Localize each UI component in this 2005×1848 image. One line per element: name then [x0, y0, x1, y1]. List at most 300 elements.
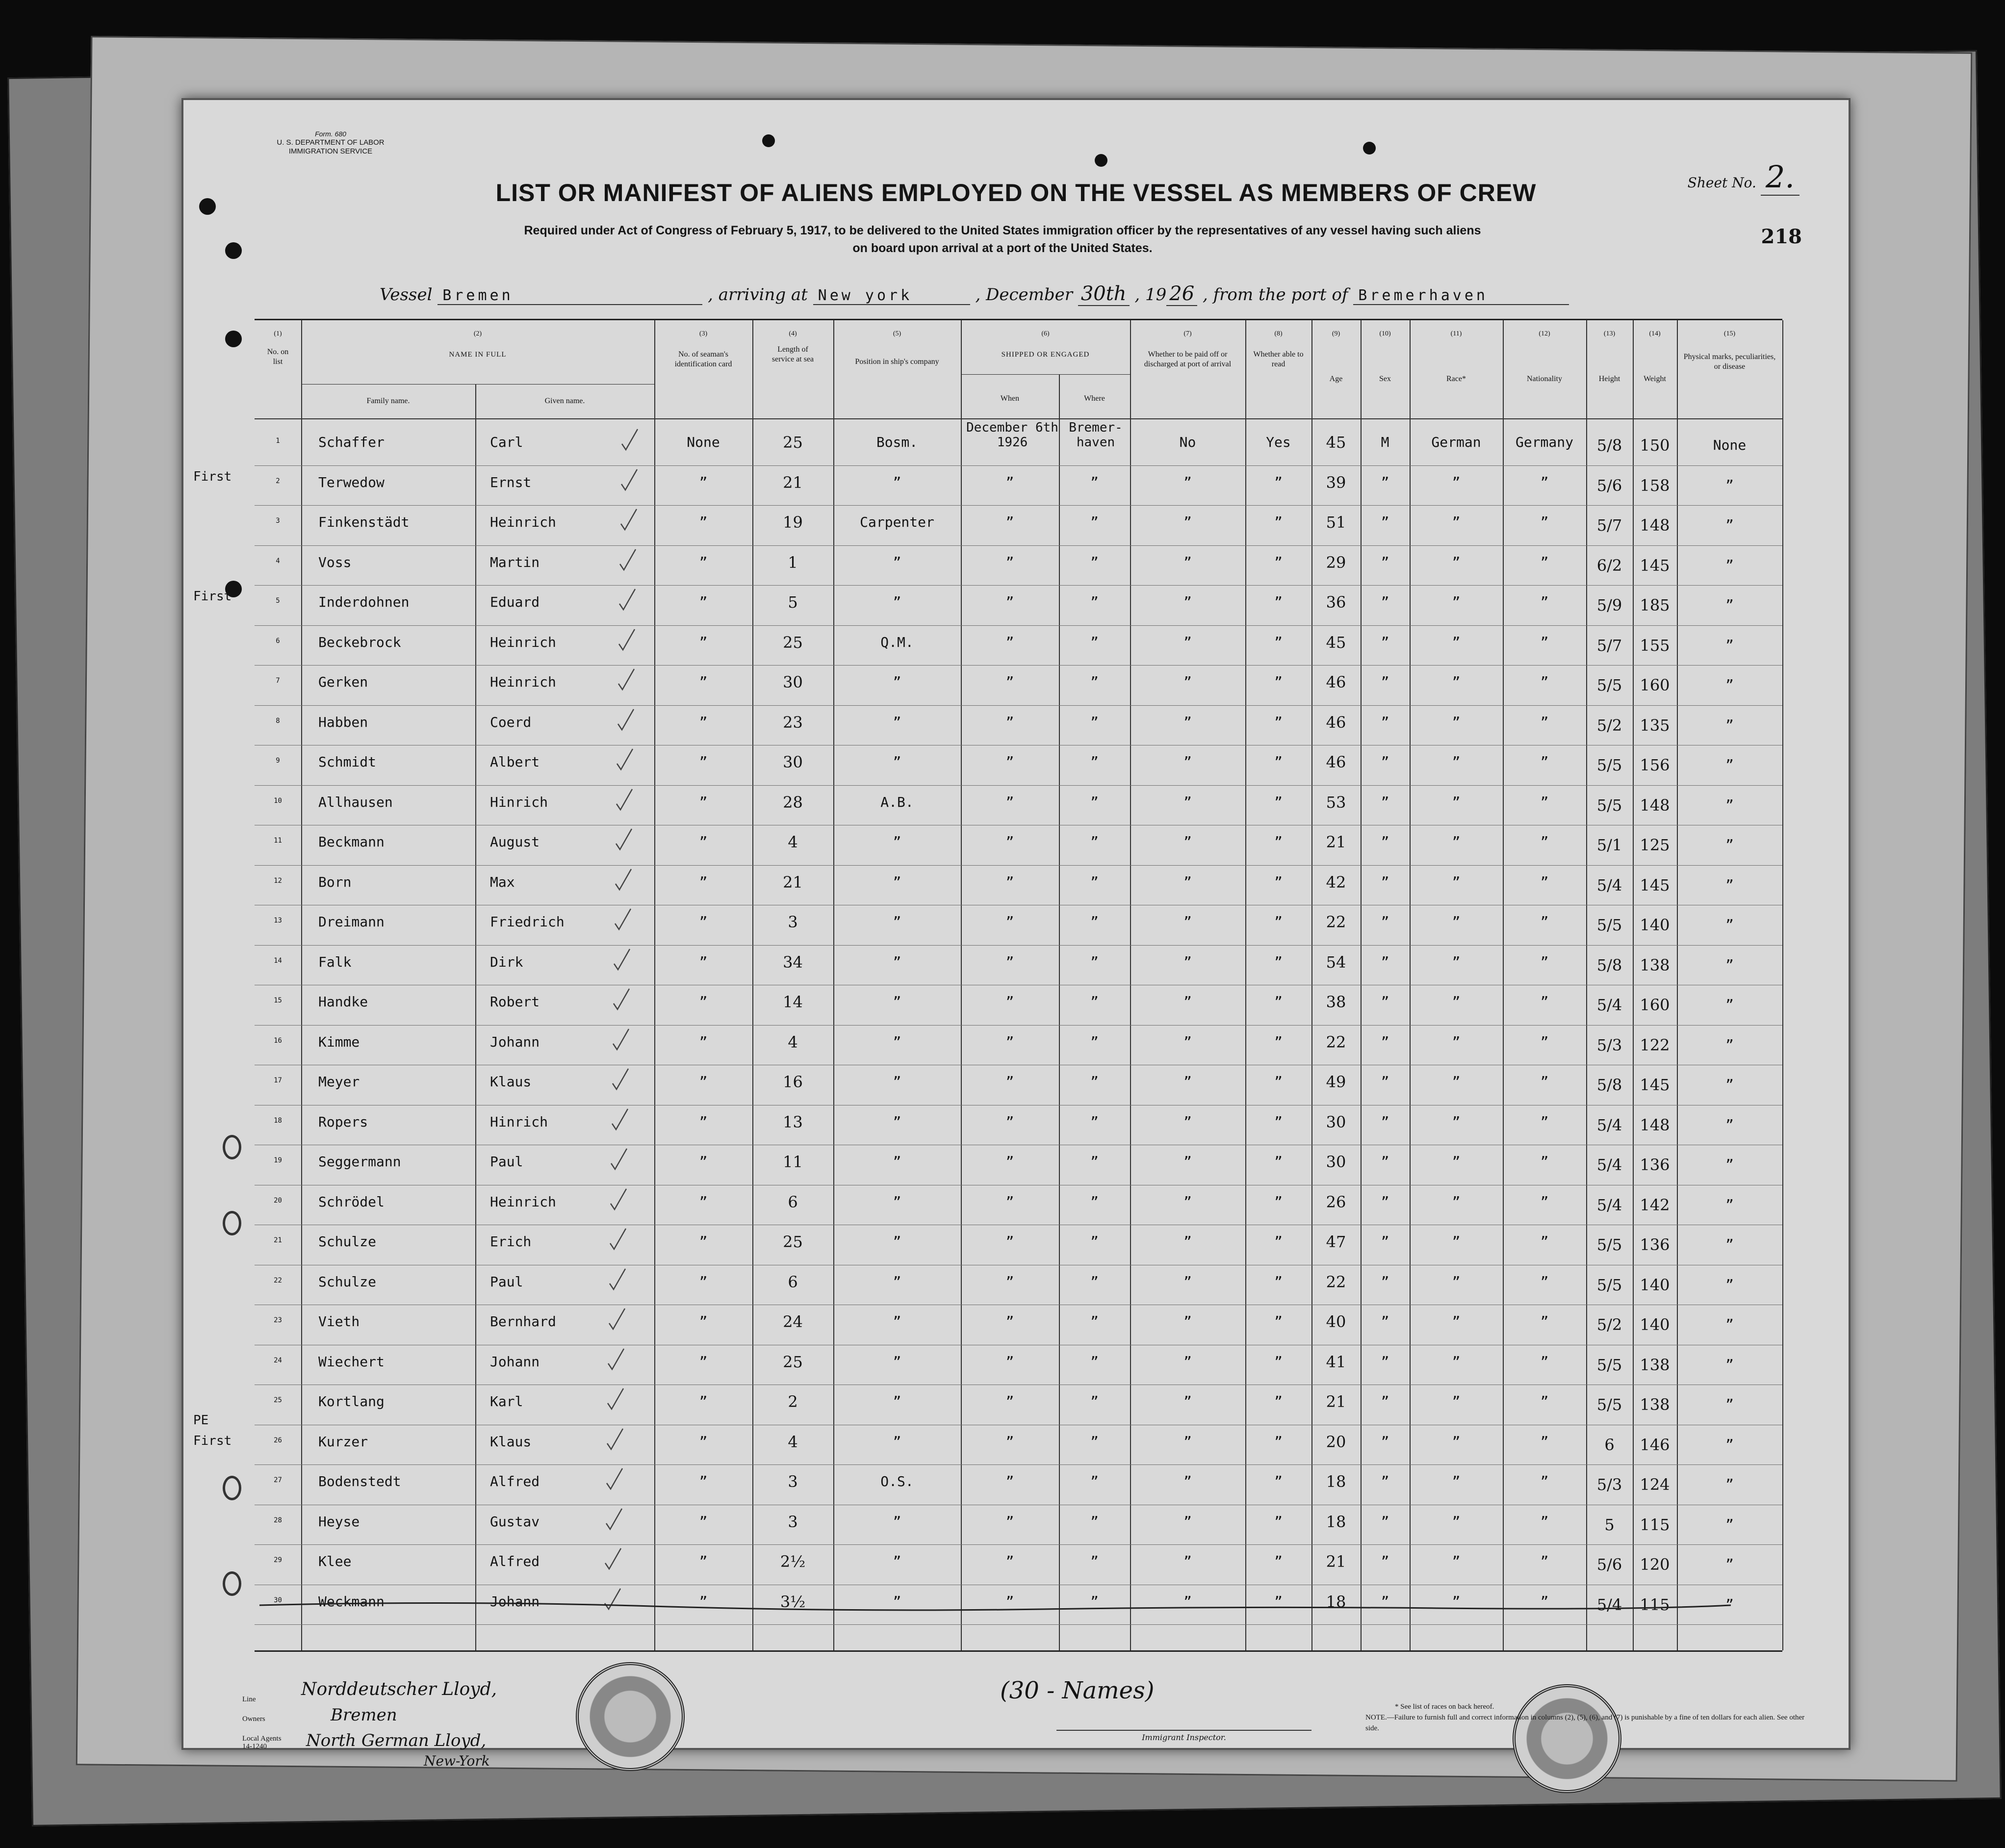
- family-name: Wiechert: [318, 1353, 385, 1370]
- shipped-where: ”: [1090, 1513, 1099, 1530]
- physical-marks: ”: [1725, 1077, 1734, 1093]
- height: 5/5: [1596, 676, 1622, 694]
- column-header: Whether to be paid off or discharged at port of arrival: [1144, 350, 1232, 368]
- column-header: Race*: [1446, 375, 1466, 383]
- family-name: Habben: [318, 714, 368, 730]
- shipped-where: ”: [1090, 714, 1099, 730]
- sex: ”: [1381, 1433, 1389, 1450]
- footer-notes: [1365, 1701, 1807, 1734]
- service-length: 3½: [780, 1592, 806, 1611]
- physical-marks: ”: [1725, 1316, 1734, 1333]
- height: 5: [1604, 1515, 1615, 1534]
- sheet-number-value: 2.: [1761, 159, 1799, 196]
- ship-position: ”: [893, 953, 901, 970]
- race: ”: [1452, 1313, 1461, 1330]
- ship-position: ”: [893, 1593, 901, 1610]
- punch-hole: [1363, 142, 1376, 154]
- check-mark: [608, 1227, 623, 1249]
- nationality: ”: [1540, 514, 1549, 530]
- weight: 140: [1640, 916, 1670, 934]
- seaman-card: ”: [699, 953, 708, 970]
- column-header: Physical marks, peculiarities, or disease: [1683, 353, 1776, 371]
- race: ”: [1452, 594, 1461, 610]
- physical-marks: ”: [1725, 1396, 1734, 1412]
- service-length: 2: [788, 1392, 798, 1411]
- shipped-when: ”: [1005, 1233, 1014, 1250]
- check-mark: [613, 907, 628, 929]
- sheet-number: [1688, 159, 1799, 195]
- seaman-card: ”: [699, 1593, 708, 1610]
- race: ”: [1452, 674, 1461, 690]
- row-number: 20: [274, 1196, 282, 1205]
- sex: ”: [1381, 994, 1389, 1010]
- weight: 136: [1640, 1155, 1670, 1174]
- height: 5/2: [1596, 716, 1622, 735]
- family-name: Bodenstedt: [318, 1473, 401, 1489]
- service-length: 5: [788, 593, 798, 612]
- race: ”: [1452, 914, 1461, 930]
- seaman-card: ”: [699, 674, 708, 690]
- sex: ”: [1381, 594, 1389, 610]
- check-mark: [614, 867, 628, 890]
- race-note: * See list of races on back hereof.: [1395, 1703, 1494, 1711]
- family-name: Born: [318, 873, 352, 890]
- physical-marks: ”: [1725, 517, 1734, 533]
- column-header: Age: [1329, 375, 1343, 383]
- physical-marks: ”: [1725, 1356, 1734, 1373]
- column-number: (3): [699, 330, 708, 337]
- row-rule: [255, 625, 1782, 626]
- paid-off: ”: [1183, 514, 1192, 530]
- column-header: NAME IN FULL: [449, 351, 507, 359]
- shipped-when: ”: [1005, 594, 1014, 610]
- row-rule: [255, 945, 1782, 946]
- shipped-when: ”: [1005, 714, 1014, 730]
- given-name: Max: [490, 873, 515, 890]
- shipped-where: ”: [1090, 914, 1099, 930]
- race: ”: [1452, 1513, 1461, 1530]
- form-code: 14-1240: [242, 1743, 267, 1750]
- row-rule: [255, 865, 1782, 866]
- able-to-read: ”: [1274, 474, 1283, 490]
- paid-off: ”: [1183, 1273, 1192, 1290]
- able-to-read: ”: [1274, 1593, 1283, 1610]
- given-name: Dirk: [490, 953, 523, 970]
- paid-off: ”: [1183, 1593, 1192, 1610]
- height: 5/5: [1596, 1235, 1622, 1254]
- weight: 138: [1640, 1395, 1670, 1414]
- able-to-read: ”: [1274, 994, 1283, 1010]
- paid-off: ”: [1183, 873, 1192, 890]
- race: ”: [1452, 1273, 1461, 1290]
- age: 18: [1326, 1592, 1346, 1611]
- shipped-when: ”: [1005, 634, 1014, 650]
- shipped-when: ”: [1005, 994, 1014, 1010]
- row-number: 13: [274, 917, 282, 924]
- able-to-read: ”: [1274, 1074, 1283, 1090]
- check-mark: [605, 1427, 620, 1449]
- family-name: Ropers: [318, 1113, 368, 1130]
- service-length: 21: [783, 473, 803, 492]
- family-name: Inderdohnen: [318, 594, 410, 610]
- shipped-when: ”: [1005, 1353, 1014, 1370]
- nationality: ”: [1540, 1193, 1549, 1210]
- height: 5/8: [1596, 955, 1622, 975]
- able-to-read: ”: [1274, 1154, 1283, 1170]
- seaman-card: ”: [699, 1273, 708, 1290]
- shipped-when: ”: [1005, 1593, 1014, 1610]
- height: 5/3: [1596, 1035, 1622, 1054]
- names-count: (30 - Names): [1000, 1677, 1155, 1704]
- column-number: (6): [1041, 330, 1050, 337]
- able-to-read: ”: [1274, 554, 1283, 570]
- row-rule: [255, 505, 1782, 506]
- race: ”: [1452, 794, 1461, 810]
- margin-note: First: [193, 469, 232, 484]
- seaman-card: ”: [699, 1074, 708, 1090]
- height: 5/4: [1596, 1155, 1622, 1174]
- ship-position: ”: [893, 714, 901, 730]
- height: 5/8: [1596, 436, 1622, 455]
- age: 39: [1326, 473, 1346, 492]
- paid-off: ”: [1183, 1433, 1192, 1450]
- nationality: ”: [1540, 1313, 1549, 1330]
- seaman-card: ”: [699, 1233, 708, 1250]
- check-mark: [610, 1107, 625, 1129]
- physical-marks: ”: [1725, 477, 1734, 493]
- row-number: 24: [274, 1356, 282, 1364]
- physical-marks: ”: [1725, 876, 1734, 893]
- sex: ”: [1381, 1353, 1389, 1370]
- race: ”: [1452, 1193, 1461, 1210]
- punch-ring: [223, 1211, 241, 1235]
- physical-marks: ”: [1725, 917, 1734, 933]
- given-name: Karl: [490, 1393, 523, 1410]
- ship-position: ”: [893, 1553, 901, 1569]
- seaman-card: ”: [699, 1513, 708, 1530]
- nationality: ”: [1540, 714, 1549, 730]
- weight: 142: [1640, 1195, 1670, 1214]
- ship-position: ”: [893, 1513, 901, 1530]
- shipped-where: ”: [1090, 514, 1099, 530]
- paid-off: ”: [1183, 1113, 1192, 1130]
- paid-off: ”: [1183, 953, 1192, 970]
- given-name: Johann: [490, 1353, 540, 1370]
- page-title: LIST OR MANIFEST OF ALIENS EMPLOYED ON THE VESSEL AS MEMBERS OF CREW: [495, 179, 1537, 206]
- nationality: ”: [1540, 754, 1549, 770]
- shipped-where: ”: [1090, 794, 1099, 810]
- physical-marks: ”: [1725, 677, 1734, 693]
- sex: ”: [1381, 1513, 1389, 1530]
- shipped-when: December 6th 1926: [966, 420, 1058, 450]
- row-number: 8: [276, 717, 280, 725]
- vessel-name: Bremen: [437, 287, 702, 305]
- row-rule: [255, 465, 1782, 466]
- row-number: 5: [276, 597, 280, 605]
- service-length: 25: [783, 1232, 803, 1251]
- nationality: ”: [1540, 674, 1549, 690]
- row-number: 29: [274, 1556, 282, 1564]
- family-name: Vieth: [318, 1313, 360, 1330]
- sex: ”: [1381, 1313, 1389, 1330]
- age: 38: [1326, 993, 1346, 1011]
- margin-note: PE: [193, 1413, 209, 1428]
- seaman-card: ”: [699, 714, 708, 730]
- physical-marks: ”: [1725, 1596, 1734, 1613]
- given-name: August: [490, 834, 540, 850]
- paid-off: ”: [1183, 1233, 1192, 1250]
- seaman-card: ”: [699, 873, 708, 890]
- column-number: (15): [1723, 330, 1736, 337]
- margin-note: First: [193, 589, 232, 604]
- sex: ”: [1381, 1593, 1389, 1610]
- check-mark: [611, 1027, 626, 1050]
- check-mark: [611, 1067, 625, 1089]
- nationality: ”: [1540, 1113, 1549, 1130]
- ship-position: ”: [893, 474, 901, 490]
- shipped-when: ”: [1005, 674, 1014, 690]
- physical-marks: ”: [1725, 717, 1734, 733]
- shipped-when: ”: [1005, 474, 1014, 490]
- row-number: 23: [274, 1316, 282, 1324]
- departure-port: Bremerhaven: [1353, 287, 1569, 305]
- age: 30: [1326, 1112, 1346, 1131]
- column-header: Family name.: [366, 397, 410, 405]
- seaman-card: ”: [699, 554, 708, 570]
- nationality: ”: [1540, 994, 1549, 1010]
- weight: 158: [1640, 476, 1670, 495]
- sex: ”: [1381, 794, 1389, 810]
- service-length: 34: [783, 952, 803, 972]
- age: 54: [1326, 952, 1346, 972]
- seaman-card: ”: [699, 514, 708, 530]
- family-name: Beckmann: [318, 834, 385, 850]
- seaman-card: ”: [699, 1033, 708, 1050]
- height: 5/2: [1596, 1315, 1622, 1334]
- physical-marks: None: [1713, 437, 1747, 453]
- ship-position: O.S.: [880, 1473, 914, 1489]
- row-number: 26: [274, 1436, 282, 1444]
- shipped-when: ”: [1005, 1113, 1014, 1130]
- height: 5/5: [1596, 756, 1622, 774]
- shipped-when: ”: [1005, 914, 1014, 930]
- paid-off: ”: [1183, 594, 1192, 610]
- age: 26: [1326, 1192, 1346, 1211]
- nationality: ”: [1540, 1033, 1549, 1050]
- check-mark: [606, 1347, 621, 1369]
- shipped-where: ”: [1090, 1553, 1099, 1569]
- margin-note: First: [193, 1433, 232, 1448]
- agents-city: New-York: [424, 1753, 490, 1769]
- sex: ”: [1381, 514, 1389, 530]
- seaman-card: ”: [699, 1433, 708, 1450]
- column-number: (5): [893, 330, 901, 337]
- service-length: 4: [788, 833, 798, 851]
- sex: ”: [1381, 714, 1389, 730]
- owners-value: Bremen: [331, 1705, 397, 1725]
- weight: 150: [1640, 436, 1670, 455]
- row-rule: [255, 1544, 1782, 1545]
- age: 20: [1326, 1432, 1346, 1451]
- physical-marks: ”: [1725, 997, 1734, 1013]
- able-to-read: ”: [1274, 1513, 1283, 1530]
- check-mark: [617, 587, 632, 610]
- weight: 148: [1640, 1115, 1670, 1134]
- race: ”: [1452, 1154, 1461, 1170]
- age: 47: [1326, 1232, 1346, 1251]
- nationality: ”: [1540, 1273, 1549, 1290]
- header-divider: [961, 374, 1130, 375]
- owners-label: Owners: [242, 1715, 265, 1723]
- check-mark: [615, 747, 630, 770]
- weight: 120: [1640, 1555, 1670, 1574]
- seaman-card: ”: [699, 794, 708, 810]
- height: 5/7: [1596, 516, 1622, 535]
- height: 6/2: [1596, 556, 1622, 575]
- physical-marks: ”: [1725, 757, 1734, 773]
- shipped-where: ”: [1090, 953, 1099, 970]
- shipped-where: ”: [1090, 594, 1099, 610]
- able-to-read: ”: [1274, 794, 1283, 810]
- service-length: 25: [783, 433, 803, 452]
- line-label: Line: [242, 1695, 256, 1703]
- ship-position: ”: [893, 914, 901, 930]
- race: ”: [1452, 554, 1461, 570]
- weight: 122: [1640, 1035, 1670, 1054]
- age: 45: [1326, 633, 1346, 652]
- race: ”: [1452, 1074, 1461, 1090]
- weight: 185: [1640, 596, 1670, 615]
- physical-marks: ”: [1725, 1516, 1734, 1533]
- shipped-when: ”: [1005, 1074, 1014, 1090]
- race: ”: [1452, 474, 1461, 490]
- row-rule: [255, 1464, 1782, 1465]
- column-header: Weight: [1644, 375, 1666, 383]
- ship-position: ”: [893, 1154, 901, 1170]
- shipped-when: ”: [1005, 1433, 1014, 1450]
- service-length: 14: [783, 993, 803, 1011]
- paid-off: ”: [1183, 914, 1192, 930]
- able-to-read: ”: [1274, 634, 1283, 650]
- shipped-where: ”: [1090, 474, 1099, 490]
- height: 6: [1604, 1435, 1615, 1454]
- sex: ”: [1381, 914, 1389, 930]
- seaman-card: ”: [699, 634, 708, 650]
- height: 5/5: [1596, 796, 1622, 815]
- given-name: Hinrich: [490, 794, 548, 810]
- age: 22: [1326, 1272, 1346, 1291]
- physical-marks: ”: [1725, 956, 1734, 973]
- weight: 115: [1640, 1595, 1670, 1614]
- shipped-where: Bremer-haven: [1069, 420, 1123, 450]
- given-name: Paul: [490, 1154, 523, 1170]
- seaman-card: ”: [699, 1113, 708, 1130]
- sex: ”: [1381, 1193, 1389, 1210]
- service-length: 6: [788, 1192, 798, 1211]
- age: 36: [1326, 593, 1346, 612]
- service-length: 4: [788, 1032, 798, 1052]
- manifest-page: [181, 98, 1851, 1769]
- check-mark: [614, 827, 629, 849]
- given-name: Paul: [490, 1273, 523, 1290]
- ship-position: Q.M.: [880, 634, 914, 650]
- service-name: IMMIGRATION SERVICE: [288, 147, 373, 155]
- paid-off: ”: [1183, 474, 1192, 490]
- given-name: Heinrich: [490, 674, 556, 690]
- ship-position: ”: [893, 674, 901, 690]
- punch-ring: [223, 1135, 241, 1159]
- height: 5/5: [1596, 1395, 1622, 1414]
- able-to-read: ”: [1274, 1393, 1283, 1410]
- weight: 160: [1640, 676, 1670, 694]
- physical-marks: ”: [1725, 1036, 1734, 1053]
- weight: 124: [1640, 1475, 1670, 1494]
- ship-position: ”: [893, 873, 901, 890]
- punch-ring: [223, 1476, 241, 1500]
- ship-position: ”: [893, 754, 901, 770]
- column-header: Length of service at sea: [771, 345, 814, 363]
- weight: 138: [1640, 1355, 1670, 1374]
- able-to-read: ”: [1274, 1113, 1283, 1130]
- shipped-when: ”: [1005, 1313, 1014, 1330]
- check-mark: [619, 467, 634, 490]
- weight: 146: [1640, 1435, 1670, 1454]
- shipped-where: ”: [1090, 1313, 1099, 1330]
- punch-ring: [223, 1571, 241, 1596]
- seaman-card: ”: [699, 1154, 708, 1170]
- paid-off: ”: [1183, 1393, 1192, 1410]
- able-to-read: ”: [1274, 1433, 1283, 1450]
- age: 45: [1326, 433, 1346, 452]
- seaman-card: ”: [699, 914, 708, 930]
- paid-off: ”: [1183, 1313, 1192, 1330]
- given-name: Klaus: [490, 1074, 532, 1090]
- shipped-when: ”: [1005, 1473, 1014, 1489]
- age: 49: [1326, 1073, 1346, 1091]
- paid-off: ”: [1183, 1513, 1192, 1530]
- row-number: 21: [274, 1236, 282, 1244]
- sheet-number-label: Sheet No.: [1687, 175, 1756, 191]
- family-name: Terwedow: [318, 474, 385, 490]
- arrival-port: New york: [813, 287, 970, 305]
- able-to-read: ”: [1274, 714, 1283, 730]
- ship-position: ”: [893, 1233, 901, 1250]
- age: 29: [1326, 553, 1346, 572]
- ship-position: ”: [893, 1393, 901, 1410]
- sex: ”: [1381, 873, 1389, 890]
- check-mark: [612, 947, 627, 970]
- paid-off: ”: [1183, 714, 1192, 730]
- physical-marks: ”: [1725, 1156, 1734, 1173]
- seaman-card: ”: [699, 994, 708, 1010]
- closing-line: [259, 1595, 1780, 1625]
- sex: ”: [1381, 834, 1389, 850]
- row-number: 4: [276, 557, 280, 565]
- column-number: (12): [1539, 330, 1550, 337]
- paid-off: ”: [1183, 1473, 1192, 1489]
- form-reference: [247, 129, 414, 156]
- shipped-when: ”: [1005, 1193, 1014, 1210]
- page-subtitle: [438, 222, 1567, 257]
- nationality: ”: [1540, 1513, 1549, 1530]
- nationality: ”: [1540, 594, 1549, 610]
- sex: ”: [1381, 754, 1389, 770]
- consulate-seal: [576, 1662, 685, 1771]
- ship-position: ”: [893, 1433, 901, 1450]
- height: 5/6: [1596, 1555, 1622, 1574]
- able-to-read: ”: [1274, 594, 1283, 610]
- check-mark: [604, 1507, 619, 1529]
